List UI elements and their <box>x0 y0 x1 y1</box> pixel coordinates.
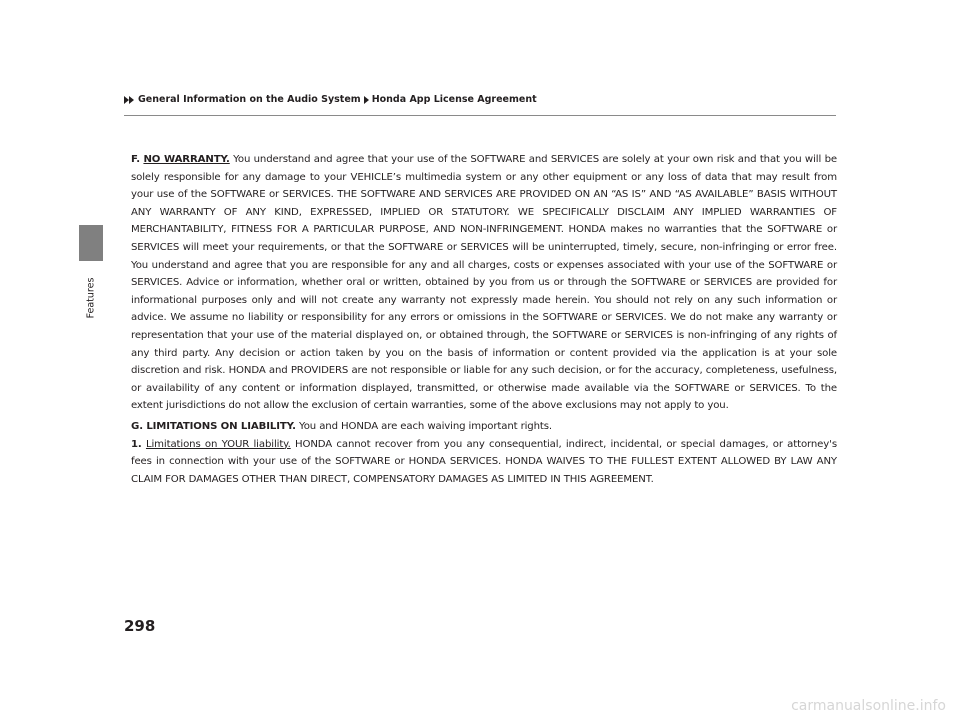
section-f-heading: NO WARRANTY. <box>143 154 230 165</box>
section-g-item-1 <box>131 436 837 489</box>
breadcrumb <box>124 94 537 105</box>
section-f-paragraph <box>131 151 837 415</box>
arrow-right-icon <box>364 96 370 104</box>
section-g-item-1-heading: Limitations on YOUR liability. <box>145 438 291 450</box>
section-g-item-1-body: HONDA cannot recover from you any consequential, indirect, incidental, or special damages, or attorney's fees in connection with your use of the SOFTWARE or HONDA SERVICES. HONDA WAIVES TO THE FULLEST EXTENT ALLOWED BY LAW ANY CLAIM FOR DAMAGES OTHER THAN DIRECT, COMPENSATORY DAMAGES AS LIMITED IN THIS AGREEMENT. <box>131 438 837 485</box>
document-body <box>131 151 837 491</box>
section-f-body: You understand and agree that your use of the SOFTWARE and SERVICES are solely at your own risk and that you will be solely responsible for any damage to your VEHICLE’s multimedia system or any other equipment or any loss of data that may result from your use of the SOFTWARE or SERVICES. THE SOFTWARE AND SERVICES ARE PROVIDED ON AN “AS IS” AND “AS AVAILABLE” BASIS WITHOUT ANY WARRANTY OF ANY KIND, EXPRESSED, IMPLIED OR STATUTORY. WE SPECIFICALLY DISCLAIM ANY IMPLIED WARRANTIES OF MERCHANTABILITY, FITNESS FOR A PARTICULAR PURPOSE, AND NON-INFRINGEMENT. HONDA makes no warranties that the SOFTWARE or SERVICES will meet your requirements, or that the SOFTWARE or SERVICES will be uninterrupted, timely, secure, non-infringing or error free. You understand and agree that you are responsible for any and all charges, costs or expenses associated with your use of the SOFTWARE or SERVICES. Advice or information, whether oral or written, obtained by you from us or through the SOFTWARE or SERVICES are provided for informational purposes only and will not create any warranty not expressly made herein. You should not rely on any such information or advice. We assume no liability or responsibility for any errors or omissions in the SOFTWARE or SERVICES. We do not make any warranty or representation that your use of the material displayed on, or obtained through, the SOFTWARE or SERVICES is non-infringing of any rights of any third party. Any decision or action taken by you on the basis of information or content provided via the application is at your sole discretion and risk. HONDA and PROVIDERS are not responsible or liable for any such decision, or for the accuracy, completeness, usefulness, or availability of any content or information displayed, transmitted, or otherwise made available via the SOFTWARE or SERVICES. To the extent jurisdictions do not allow the exclusion of certain warranties, some of the above exclusions may not apply to you. <box>131 154 837 412</box>
breadcrumb-subsection[interactable]: Honda App License Agreement <box>371 94 537 105</box>
section-g-body: You and HONDA are each waiving important rights. <box>295 420 553 432</box>
section-g-heading: G. LIMITATIONS ON LIABILITY. <box>131 420 296 432</box>
sidebar-section-label <box>80 266 102 330</box>
double-arrow-icon <box>124 96 135 104</box>
section-g-paragraph <box>131 418 837 436</box>
section-tab-marker <box>79 225 103 261</box>
sidebar-label-text: Features <box>85 277 97 319</box>
header-divider <box>124 115 836 116</box>
section-f-letter: F. <box>131 154 141 165</box>
page-number: 298 <box>124 617 156 635</box>
section-g-item-1-number: 1. <box>131 438 142 450</box>
breadcrumb-section[interactable]: General Information on the Audio System <box>138 94 361 105</box>
watermark: carmanualsonline.info <box>791 698 946 714</box>
